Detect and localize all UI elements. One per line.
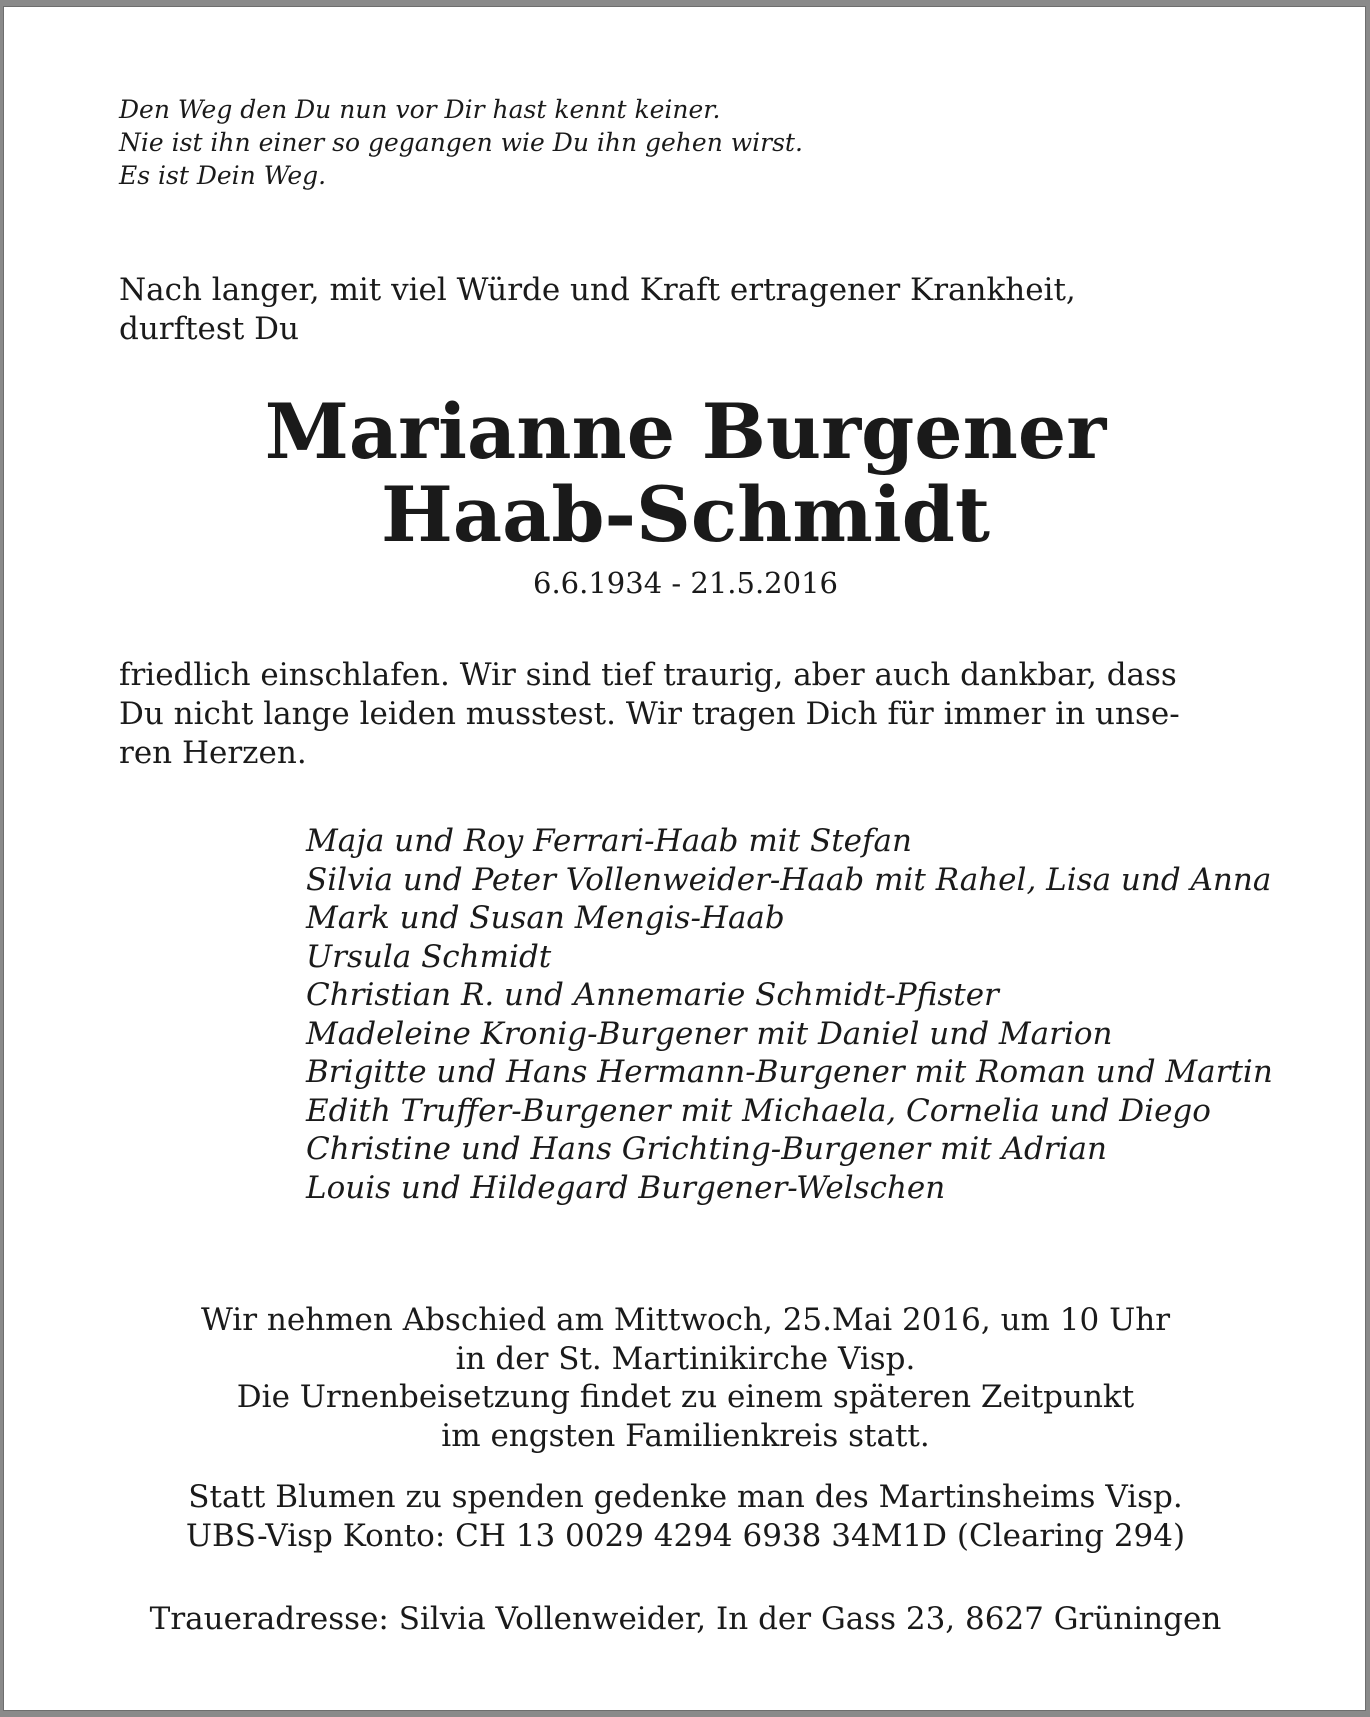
intro-line: Nach langer, mit viel Würde und Kraft ertragener Krankheit,: [119, 272, 1076, 308]
deceased-name: Marianne Burgener: [264, 387, 1107, 476]
mourner-line: Brigitte und Hans Hermann-Burgener mit Roman und Martin: [306, 1054, 1273, 1090]
body-line: friedlich einschlafen. Wir sind tief traurig, aber auch dankbar, dass: [119, 657, 1177, 693]
mourner-line: Madeleine Kronig-Burgener mit Daniel und Marion: [306, 1015, 1113, 1052]
donation-line: Statt Blumen zu spenden gedenke man des Martinsheims Visp.: [188, 1479, 1183, 1515]
service-line: in der St. Martinikirche Visp.: [455, 1340, 916, 1377]
donation-info: [4, 1478, 1367, 1555]
donation-line: UBS-Visp Konto: CH 13 0029 4294 6938 34M1D (Clearing 294): [185, 1517, 1186, 1554]
mourner-line: Ursula Schmidt: [306, 938, 552, 975]
life-dates: 6.6.1934 - 21.5.2016: [533, 566, 838, 600]
service-info: [4, 1301, 1367, 1455]
service-line: Wir nehmen Abschied am Mittwoch, 25.Mai 2016, um 10 Uhr: [200, 1302, 1171, 1338]
mourner-line: Louis und Hildegard Burgener-Welschen: [306, 1169, 946, 1206]
service-line: Die Urnenbeisetzung findet zu einem späteren Zeitpunkt: [236, 1379, 1135, 1415]
body-text: [119, 656, 1259, 773]
mourner-line: Christine und Hans Grichting-Burgener mit Adrian: [306, 1131, 1107, 1167]
mourner-line: Mark und Susan Mengis-Haab: [306, 900, 785, 936]
intro-line: durftest Du: [119, 311, 299, 347]
mourner-line: Edith Truffer-Burgener mit Michaela, Cornelia und Diego: [306, 1092, 1211, 1129]
mourning-address: Traueradresse: Silvia Vollenweider, In der Gass 23, 8627 Grüningen: [149, 1601, 1222, 1637]
deceased-surname: Haab-Schmidt: [381, 470, 990, 559]
mourner-line: Maja und Roy Ferrari-Haab mit Stefan: [306, 823, 912, 859]
opening-quote: [119, 93, 803, 192]
quote-line: Nie ist ihn einer so gegangen wie Du ihn gehen wirst.: [119, 128, 803, 157]
mourners-list: [306, 822, 1273, 1207]
mourner-line: Christian R. und Annemarie Schmidt-Pfister: [306, 977, 999, 1013]
quote-line: Den Weg den Du nun vor Dir hast kennt keiner.: [119, 95, 721, 124]
service-line: im engsten Familienkreis statt.: [441, 1417, 930, 1454]
body-line: Du nicht lange leiden musstest. Wir tragen Dich für immer in unse-: [119, 696, 1180, 732]
obituary-page: [3, 6, 1366, 1711]
mourner-line: Silvia und Peter Vollenweider-Haab mit Rahel, Lisa und Anna: [306, 861, 1272, 898]
body-line: ren Herzen.: [119, 735, 307, 771]
intro-text: [119, 271, 1076, 349]
quote-line: Es ist Dein Weg.: [119, 161, 327, 190]
